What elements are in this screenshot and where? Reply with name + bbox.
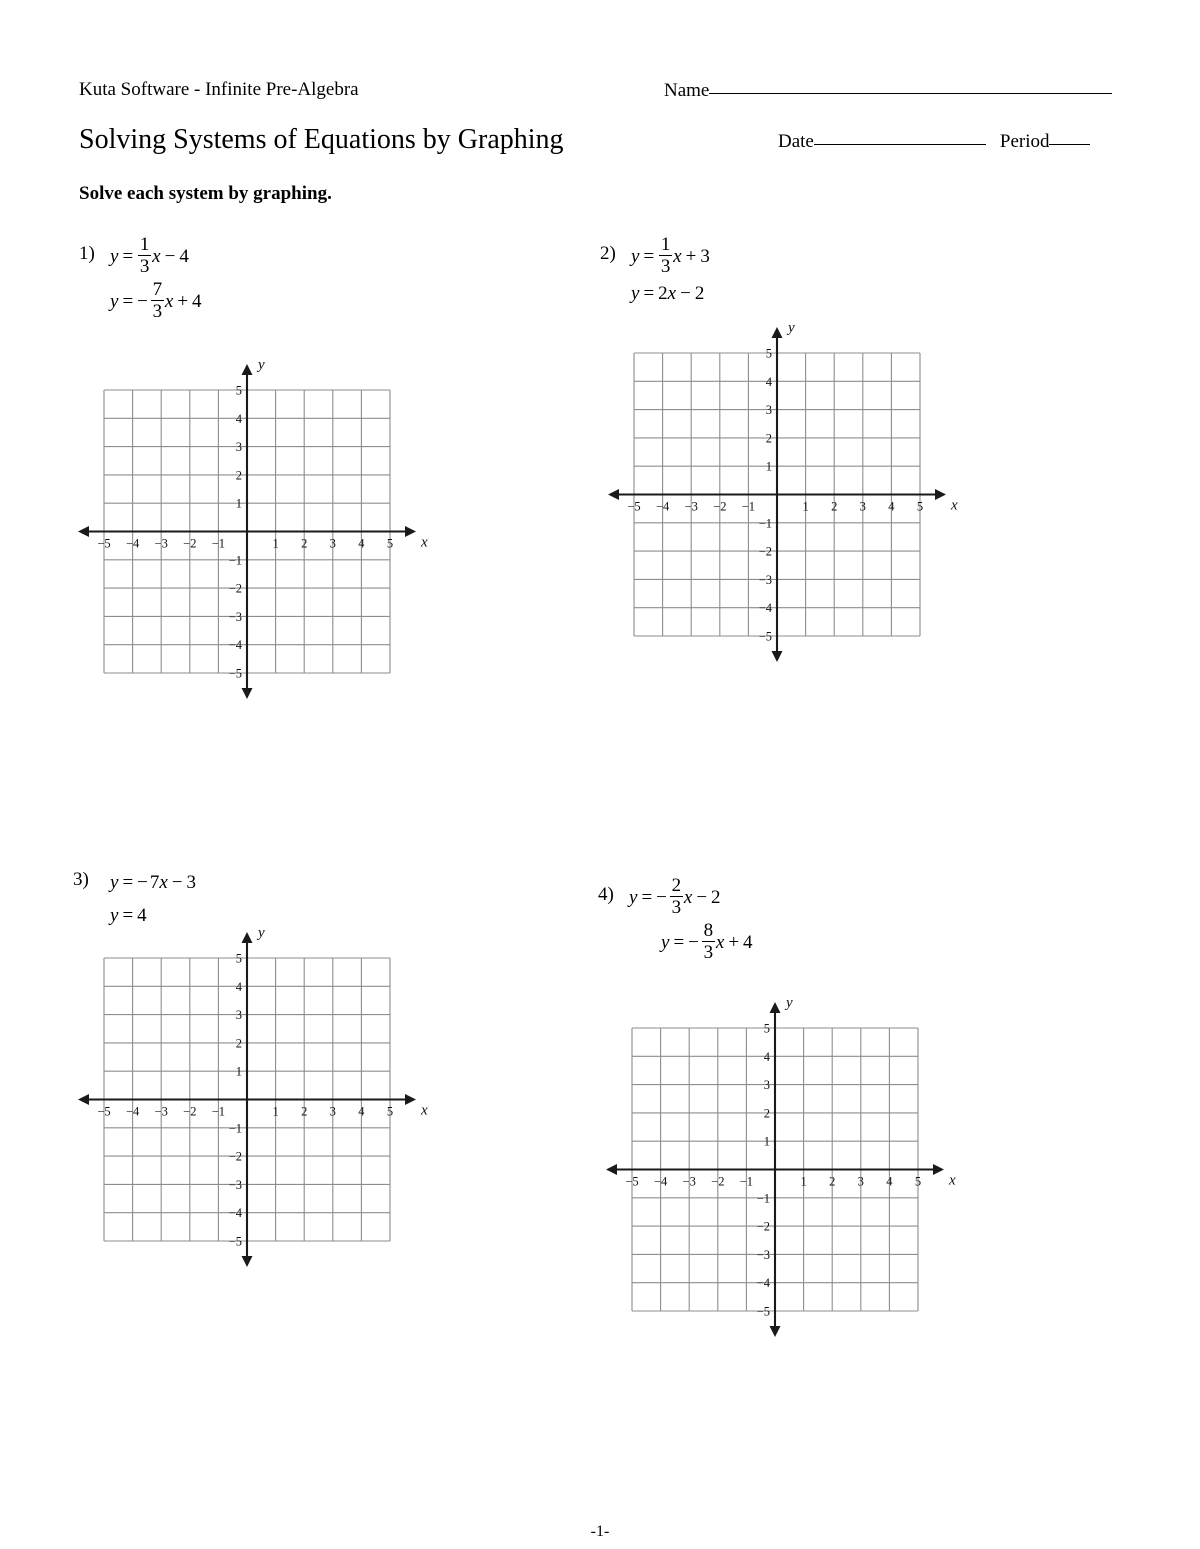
negative-sign: − bbox=[137, 871, 148, 893]
x-axis-label: x bbox=[421, 534, 428, 551]
name-label: Name bbox=[664, 80, 710, 101]
date-input-rule[interactable] bbox=[814, 143, 986, 145]
y-axis-arrow-down bbox=[242, 1256, 253, 1267]
y-tick-label: 4 bbox=[763, 1049, 770, 1064]
problem-2-equation-2 bbox=[631, 280, 710, 307]
y-tick-label: 4 bbox=[765, 374, 772, 389]
equals-sign: = bbox=[643, 282, 655, 304]
period-label: Period bbox=[999, 131, 1050, 152]
equals-sign: = bbox=[122, 871, 134, 893]
x-tick-label: 4 bbox=[886, 1174, 893, 1189]
x-axis-arrow-left bbox=[78, 1094, 89, 1105]
negative-sign: − bbox=[137, 290, 148, 312]
y-tick-label: 5 bbox=[765, 346, 772, 361]
x-tick-label: 2 bbox=[829, 1174, 836, 1189]
negative-sign: − bbox=[656, 886, 667, 908]
x-tick-label: 4 bbox=[358, 1104, 365, 1119]
y-tick-label: −3 bbox=[758, 572, 772, 587]
x-axis-arrow-right bbox=[933, 1164, 944, 1175]
y-tick-label: 1 bbox=[763, 1134, 770, 1149]
y-axis-label: y bbox=[258, 357, 265, 373]
x-tick-label: −1 bbox=[211, 536, 226, 551]
problem-3-number: 3) bbox=[73, 869, 89, 890]
x-tick-label: 1 bbox=[272, 536, 279, 551]
x-tick-label: 1 bbox=[802, 499, 809, 514]
y-tick-label: −2 bbox=[756, 1219, 770, 1234]
x-tick-label: −3 bbox=[684, 499, 698, 514]
x-tick-label: 2 bbox=[831, 499, 838, 514]
lhs: y bbox=[661, 931, 670, 953]
numerator: 8 bbox=[703, 920, 714, 941]
x-tick-label: 3 bbox=[859, 499, 866, 514]
y-axis-label: y bbox=[786, 995, 793, 1011]
x-tick-label: −2 bbox=[711, 1174, 725, 1189]
constant: 3 bbox=[186, 871, 197, 893]
fraction-coefficient bbox=[151, 280, 164, 321]
fraction-coefficient bbox=[670, 876, 683, 917]
y-tick-label: −5 bbox=[228, 1234, 242, 1249]
x-tick-label: −3 bbox=[154, 536, 168, 551]
variable: x bbox=[159, 871, 168, 893]
lhs: y bbox=[110, 871, 119, 893]
y-axis-arrow-down bbox=[770, 1326, 781, 1337]
y-tick-label: −2 bbox=[228, 1149, 242, 1164]
x-tick-label: 4 bbox=[888, 499, 895, 514]
y-tick-label: −1 bbox=[228, 1121, 242, 1136]
equals-sign: = bbox=[122, 904, 134, 926]
x-axis-label: x bbox=[421, 1102, 428, 1119]
problem-1-equation-1 bbox=[110, 234, 202, 277]
x-axis-arrow-right bbox=[935, 489, 946, 500]
fraction-coefficient bbox=[659, 235, 672, 276]
variable: x bbox=[164, 290, 174, 312]
graph-problem-2[interactable] bbox=[627, 320, 958, 644]
equals-sign: = bbox=[641, 886, 653, 908]
y-axis-label: y bbox=[788, 320, 795, 336]
equals-sign: = bbox=[673, 931, 685, 953]
constant: 2 bbox=[694, 282, 705, 304]
numerator: 7 bbox=[152, 279, 163, 300]
y-tick-label: −1 bbox=[228, 553, 242, 568]
y-tick-label: 5 bbox=[763, 1021, 770, 1036]
x-axis-arrow-right bbox=[405, 1094, 416, 1105]
denominator: 3 bbox=[139, 256, 150, 277]
y-tick-label: −3 bbox=[756, 1247, 770, 1262]
period-input-rule[interactable] bbox=[1049, 143, 1090, 145]
x-tick-label: 2 bbox=[301, 536, 308, 551]
problem-1-equation-2 bbox=[110, 279, 202, 322]
lhs: y bbox=[110, 245, 119, 267]
numerator: 2 bbox=[671, 875, 682, 896]
y-tick-label: −1 bbox=[756, 1191, 770, 1206]
problem-1-number: 1) bbox=[79, 243, 95, 264]
x-axis-label: x bbox=[951, 497, 958, 514]
operator: + bbox=[728, 931, 740, 953]
y-tick-label: 4 bbox=[235, 979, 242, 994]
x-tick-label: 5 bbox=[386, 1104, 394, 1119]
y-tick-label: −5 bbox=[758, 629, 772, 644]
y-axis-arrow-up bbox=[772, 327, 783, 338]
problem-4-number: 4) bbox=[598, 884, 614, 905]
operator: + bbox=[177, 290, 189, 312]
problem-2-equations bbox=[631, 234, 710, 317]
x-axis-arrow-right bbox=[405, 526, 416, 537]
x-axis-arrow-left bbox=[78, 526, 89, 537]
y-tick-label: 1 bbox=[235, 1064, 242, 1079]
page-number: -1- bbox=[590, 1523, 610, 1540]
x-tick-label: −5 bbox=[627, 499, 641, 514]
y-tick-label: 1 bbox=[765, 459, 772, 474]
problem-1-equations bbox=[110, 234, 202, 325]
x-tick-label: −4 bbox=[125, 536, 140, 551]
coefficient: 7 bbox=[149, 871, 160, 893]
problem-2-number: 2) bbox=[600, 243, 616, 264]
operator: − bbox=[680, 282, 691, 304]
x-tick-label: 1 bbox=[800, 1174, 807, 1189]
y-tick-label: −5 bbox=[756, 1304, 770, 1319]
negative-sign: − bbox=[688, 931, 699, 953]
coefficient: 2 bbox=[658, 282, 668, 304]
y-tick-label: −4 bbox=[758, 601, 772, 616]
x-tick-label: −2 bbox=[713, 499, 727, 514]
instruction-text: Solve each system by graphing. bbox=[79, 183, 332, 204]
y-tick-label: 2 bbox=[765, 431, 772, 446]
software-brand-line: Kuta Software - Infinite Pre-Algebra bbox=[79, 79, 359, 100]
variable: x bbox=[715, 931, 725, 953]
x-axis-arrow-left bbox=[608, 489, 619, 500]
problem-2-equation-1 bbox=[631, 234, 710, 277]
constant: 4 bbox=[179, 245, 189, 267]
x-axis-arrow-left bbox=[606, 1164, 617, 1175]
y-tick-label: −4 bbox=[756, 1276, 770, 1291]
y-tick-label: 2 bbox=[763, 1106, 770, 1121]
x-tick-label: 5 bbox=[386, 536, 394, 551]
date-period-field-group bbox=[778, 131, 1090, 153]
constant: 2 bbox=[711, 886, 721, 908]
y-axis-arrow-up bbox=[242, 932, 253, 943]
lhs: y bbox=[629, 886, 638, 908]
denominator: 3 bbox=[671, 897, 682, 918]
y-tick-label: 5 bbox=[235, 383, 242, 398]
x-tick-label: −2 bbox=[183, 1104, 197, 1119]
y-tick-label: 3 bbox=[763, 1078, 770, 1093]
x-tick-label: −4 bbox=[655, 499, 670, 514]
x-tick-label: −1 bbox=[741, 499, 756, 514]
x-tick-label: −1 bbox=[739, 1174, 754, 1189]
name-input-rule[interactable] bbox=[709, 92, 1112, 94]
y-tick-label: 3 bbox=[235, 1008, 242, 1023]
numerator: 1 bbox=[139, 234, 150, 255]
x-tick-label: −5 bbox=[97, 536, 111, 551]
y-tick-label: 2 bbox=[235, 468, 242, 483]
y-tick-label: −1 bbox=[758, 516, 772, 531]
x-tick-label: −3 bbox=[682, 1174, 696, 1189]
y-tick-label: −4 bbox=[228, 638, 242, 653]
x-tick-label: −4 bbox=[125, 1104, 140, 1119]
x-tick-label: −5 bbox=[625, 1174, 639, 1189]
name-field-group bbox=[664, 80, 1112, 102]
y-tick-label: 5 bbox=[235, 951, 242, 966]
variable: x bbox=[667, 282, 677, 304]
x-tick-label: 3 bbox=[329, 536, 336, 551]
x-tick-label: 3 bbox=[857, 1174, 864, 1189]
variable: x bbox=[683, 886, 693, 908]
constant: 4 bbox=[192, 290, 202, 312]
y-axis-arrow-up bbox=[242, 364, 253, 375]
equals-sign: = bbox=[643, 245, 655, 267]
y-axis-arrow-up bbox=[770, 1002, 781, 1013]
graph-problem-4[interactable] bbox=[625, 995, 956, 1319]
variable: x bbox=[152, 245, 161, 267]
y-tick-label: −3 bbox=[228, 609, 242, 624]
numerator: 1 bbox=[660, 234, 671, 255]
y-axis-arrow-down bbox=[772, 651, 783, 662]
constant: 4 bbox=[137, 904, 147, 926]
x-tick-label: −3 bbox=[154, 1104, 168, 1119]
operator: + bbox=[685, 245, 697, 267]
page-title: Solving Systems of Equations by Graphing bbox=[79, 124, 564, 155]
problem-4-equation-1 bbox=[629, 875, 753, 918]
y-tick-label: 3 bbox=[235, 440, 242, 455]
problem-4-equation-2 bbox=[661, 920, 753, 963]
x-tick-label: 5 bbox=[914, 1174, 922, 1189]
denominator: 3 bbox=[152, 301, 163, 322]
x-tick-label: 4 bbox=[358, 536, 365, 551]
x-axis-label: x bbox=[949, 1172, 956, 1189]
fraction-coefficient bbox=[702, 921, 715, 962]
date-label: Date bbox=[778, 131, 814, 152]
variable: x bbox=[673, 245, 682, 267]
denominator: 3 bbox=[660, 256, 671, 277]
fraction-coefficient bbox=[138, 235, 151, 276]
y-tick-label: 2 bbox=[235, 1036, 242, 1051]
y-tick-label: 3 bbox=[765, 403, 772, 418]
problem-3-equation-2 bbox=[110, 902, 196, 929]
x-tick-label: −5 bbox=[97, 1104, 111, 1119]
y-tick-label: 1 bbox=[235, 496, 242, 511]
operator: − bbox=[171, 871, 183, 893]
constant: 3 bbox=[700, 245, 710, 267]
x-tick-label: 1 bbox=[272, 1104, 279, 1119]
constant: 4 bbox=[743, 931, 753, 953]
x-tick-label: 2 bbox=[301, 1104, 308, 1119]
x-tick-label: 3 bbox=[329, 1104, 336, 1119]
equals-sign: = bbox=[122, 290, 134, 312]
lhs: y bbox=[110, 290, 119, 312]
y-tick-label: 4 bbox=[235, 411, 242, 426]
problem-3-equation-1 bbox=[110, 869, 196, 896]
lhs: y bbox=[631, 282, 640, 304]
x-tick-label: −4 bbox=[653, 1174, 668, 1189]
equals-sign: = bbox=[122, 245, 134, 267]
graph-problem-1[interactable] bbox=[97, 357, 428, 681]
denominator: 3 bbox=[703, 942, 714, 963]
operator: − bbox=[696, 886, 708, 908]
x-tick-label: −2 bbox=[183, 536, 197, 551]
y-tick-label: −2 bbox=[228, 581, 242, 596]
problem-3-equations bbox=[110, 869, 196, 939]
lhs: y bbox=[110, 904, 119, 926]
y-tick-label: −3 bbox=[228, 1177, 242, 1192]
y-axis-arrow-down bbox=[242, 688, 253, 699]
y-axis-label: y bbox=[258, 925, 265, 941]
lhs: y bbox=[631, 245, 640, 267]
x-tick-label: 5 bbox=[916, 499, 924, 514]
problem-4-equations bbox=[629, 875, 753, 966]
operator: − bbox=[164, 245, 176, 267]
y-tick-label: −2 bbox=[758, 544, 772, 559]
y-tick-label: −4 bbox=[228, 1206, 242, 1221]
y-tick-label: −5 bbox=[228, 666, 242, 681]
x-tick-label: −1 bbox=[211, 1104, 226, 1119]
graph-problem-3[interactable] bbox=[97, 925, 428, 1249]
